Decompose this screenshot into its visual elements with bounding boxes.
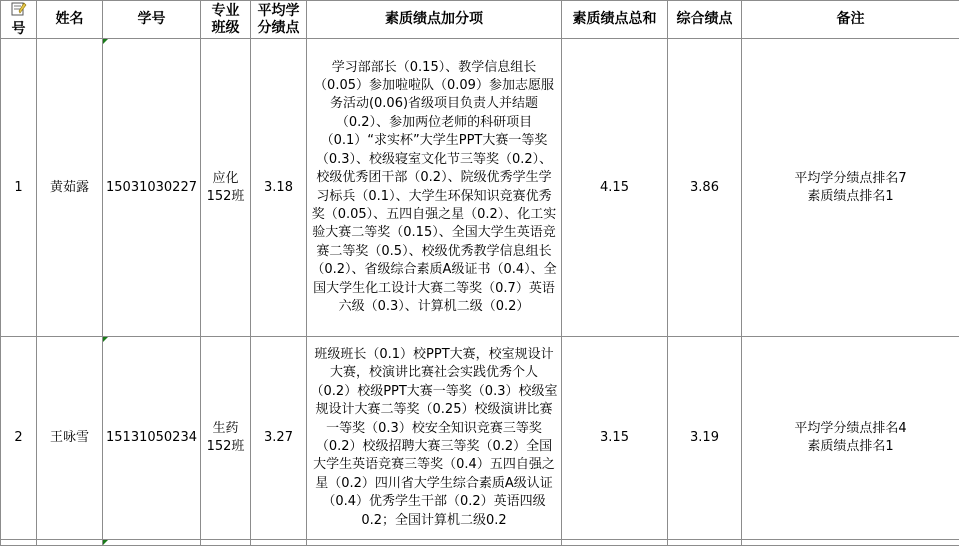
cell-quality-items[interactable]: 班级班长（0.1）校PPT大赛，校室规设计大赛，校演讲比赛社会实践优秀个人（0.2）校级PPT大赛一等奖（0.3）校级室规设计大赛二等奖（0.25）校级演讲比赛一等奖（0.3）校安全知识竞赛三等奖（0.2）校级招聘大赛三等奖（0.2）全国大学生英语竞赛三等奖（0.4）五四自强之星（0.2）四川省大学生综合素质A级认证（0.4）优秀学生干部（0.2）英语四级0.2；全国计算机二级0.2 xyxy=(307,337,562,540)
col-quality-total-header[interactable]: 素质绩点总和 xyxy=(562,1,668,39)
cell-student-id-text: 15031030227 xyxy=(106,180,197,195)
cell-student-id-text: 15131050234 xyxy=(106,430,197,445)
cell-quality-total[interactable]: 3.15 xyxy=(562,337,668,540)
cell-gpa[interactable]: 3.27 xyxy=(251,337,307,540)
cell-gpa[interactable]: 3.18 xyxy=(251,39,307,337)
col-name-header[interactable]: 姓名 xyxy=(37,1,103,39)
cell-index[interactable]: 2 xyxy=(1,337,37,540)
cell-remark[interactable]: 平均学分绩点排名4 素质绩点排名1 xyxy=(742,337,959,540)
cell-name[interactable]: 黄茹露 xyxy=(37,39,103,337)
header-row xyxy=(1,1,959,39)
cell-major-class[interactable]: 生药 152班 xyxy=(201,337,251,540)
comment-marker xyxy=(103,39,108,44)
col-gpa-header[interactable]: 平均学 分绩点 xyxy=(251,1,307,39)
cell-quality-items[interactable]: 学习部部长（0.15）、教学信息组长（0.05）参加啦啦队（0.09）参加志愿服务活动(0.06)省级项目负责人并结题（0.2）、参加两位老师的科研项目（0.1）“求实杯”大学生PPT大赛一等奖（0.3）、校级寝室文化节三等奖（0.2）、校级优秀团干部（0.2）、院级优秀学生学习标兵（0.1）、大学生环保知识竞赛优秀奖（0.05）、五四自强之星（0.2）、化工实验大赛二等奖（0.15）、全国大学生英语竞赛二等奖（0.5）、校级优秀教学信息组长（0.2）、省级综合素质A级证书（0.4）、全国大学生化工设计大赛二等奖（0.7）英语六级（0.3）、计算机二级（0.2） xyxy=(307,39,562,337)
cell-student-id[interactable] xyxy=(103,337,201,540)
table-row xyxy=(1,337,959,540)
cell-name[interactable]: 王咏雪 xyxy=(37,337,103,540)
col-index-header[interactable] xyxy=(1,1,37,39)
cell-quality-total[interactable]: 4.15 xyxy=(562,39,668,337)
sort-filter-icon[interactable] xyxy=(11,2,27,16)
col-remark-header[interactable]: 备注 xyxy=(742,1,959,39)
col-quality-items-header[interactable]: 素质绩点加分项 xyxy=(307,1,562,39)
cell-remark[interactable]: 平均学分绩点排名7 素质绩点排名1 xyxy=(742,39,959,337)
comment-marker xyxy=(103,337,108,342)
table-row xyxy=(1,39,959,337)
col-major-class-header[interactable]: 专业 班级 xyxy=(201,1,251,39)
cell-student-id[interactable] xyxy=(103,39,201,337)
col-overall-header[interactable]: 综合绩点 xyxy=(668,1,742,39)
cell-overall[interactable]: 3.19 xyxy=(668,337,742,540)
cell-overall[interactable]: 3.86 xyxy=(668,39,742,337)
col-student-id-header[interactable]: 学号 xyxy=(103,1,201,39)
cell-major-class[interactable]: 应化 152班 xyxy=(201,39,251,337)
cell-index[interactable]: 1 xyxy=(1,39,37,337)
index-header-label: 号 xyxy=(1,21,36,38)
